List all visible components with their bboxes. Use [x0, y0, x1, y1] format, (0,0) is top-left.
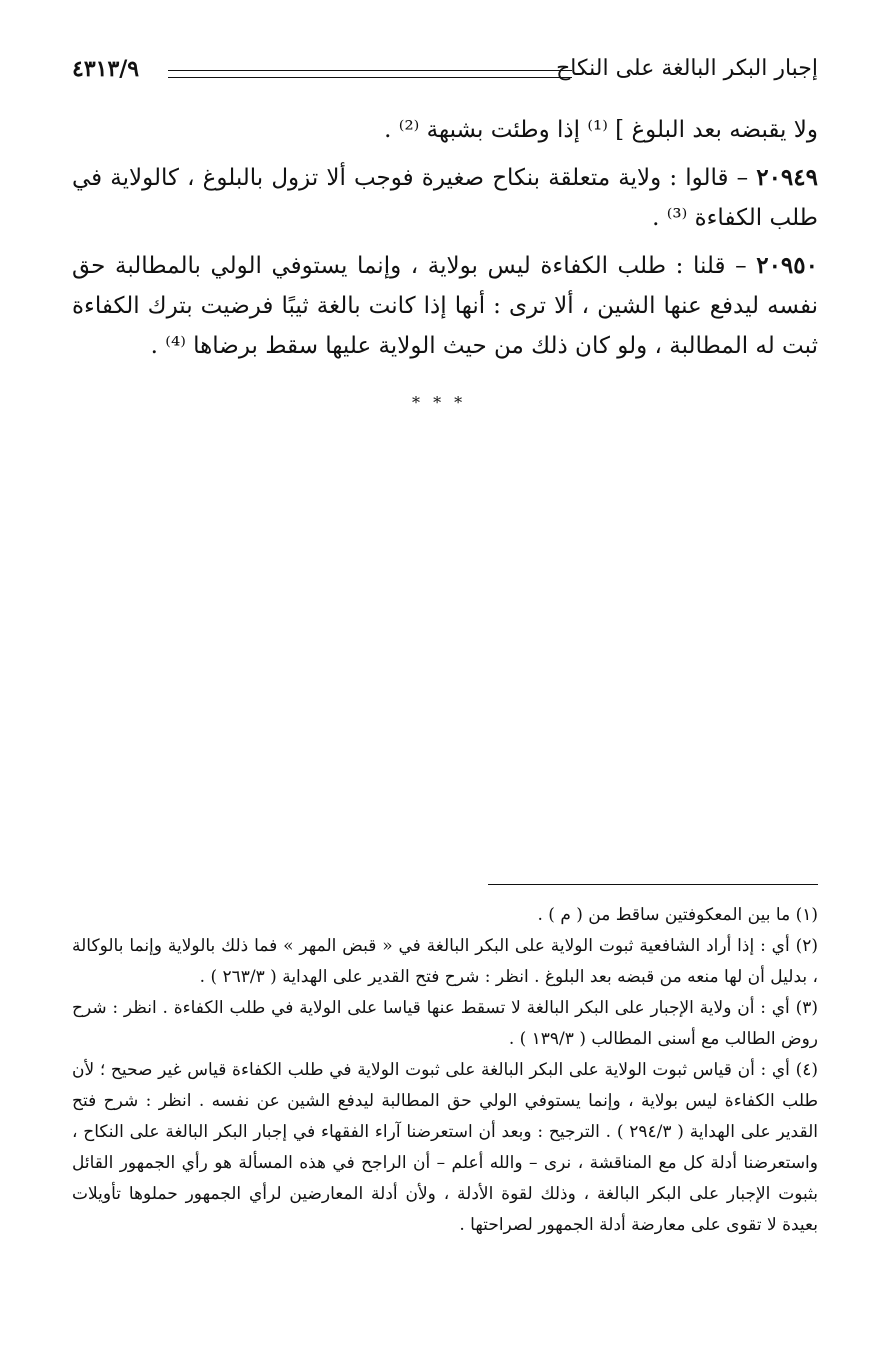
footnote: (٤) أي : أن قياس ثبوت الولاية على البكر البالغة على ثبوت الولاية في طلب الكفاءة قياس غير صحيح ؛ لأن طلب الكفاءة ليس بولاية ، وإنما يستوفي الولي حق المطالبة ليدفع الشين عن نفسه . انظر : شرح فتح القدير على الهداية ( ٢٩٤/٣ ) . الترجيح : وبعد أن استعرضنا آراء الفقهاء في إجبار البكر البالغة على النكاح ، واستعرضنا أدلة كل مع المناقشة ، نرى – والله أعلم – أن الراجح في هذه المسألة هو رأي الجمهور القائل بثبوت الإجبار على البكر البالغة ، وذلك لقوة الأدلة ، ولأن أدلة المعارضين لرأي الجمهور حملوها تأويلات بعيدة لا تقوى على معارضة أدلة الجمهور لصراحتها . — [72, 1060, 818, 1235]
main-text — [72, 110, 818, 374]
paragraph — [72, 246, 818, 366]
paragraph — [72, 158, 818, 238]
footnote: (٣) أي : أن ولاية الإجبار على البكر البالغة لا تسقط عنها قياسا على الولاية في طلب الكفاءة . انظر : شرح روض الطالب مع أسنى المطالب ( ١٣٩/٣ ) . — [72, 998, 818, 1049]
running-header — [72, 52, 818, 92]
paragraph-text: – قلنا : طلب الكفاءة ليس بولاية ، وإنما يستوفي الولي بالمطالبة حق نفسه ليدفع عنها الشين ، ألا ترى : أنها إذا كانت بالغة ثيبًا فرضيت بترك الكفاءة ثبت له المطالبة ، ولو كان ذلك من حيث الولاية عليها سقط برضاها ⁽⁴⁾ . — [72, 253, 818, 359]
paragraph — [72, 110, 818, 150]
running-title: إجبار البكر البالغة على النكاح — [556, 56, 818, 81]
paragraph-number: ٢٠٩٥٠ — [756, 252, 818, 279]
header-double-rule — [168, 70, 572, 78]
footnotes — [72, 900, 818, 1241]
section-separator: * * * — [412, 393, 467, 412]
page-number: ٤٣١٣/٩ — [72, 56, 140, 82]
footnote: (١) ما بين المعكوفتين ساقط من ( م ) . — [537, 905, 818, 925]
paragraph-text: – قالوا : ولاية متعلقة بنكاح صغيرة فوجب ألا تزول بالبلوغ ، كالولاية في طلب الكفاءة ⁽³⁾ . — [72, 165, 818, 231]
paragraph-number: ٢٠٩٤٩ — [756, 164, 818, 191]
footnote-rule — [488, 884, 818, 885]
footnote: (٢) أي : إذا أراد الشافعية ثبوت الولاية على البكر البالغة في « قبض المهر » فما ذلك بالولاية وإنما بالوكالة ، بدليل أن لها منعه من قبضه بعد البلوغ . انظر : شرح فتح القدير على الهداية ( ٢٦٣/٣ ) . — [72, 936, 818, 987]
paragraph-text: ولا يقبضه بعد البلوغ ] ⁽¹⁾ إذا وطئت بشبهة ⁽²⁾ . — [384, 117, 818, 143]
